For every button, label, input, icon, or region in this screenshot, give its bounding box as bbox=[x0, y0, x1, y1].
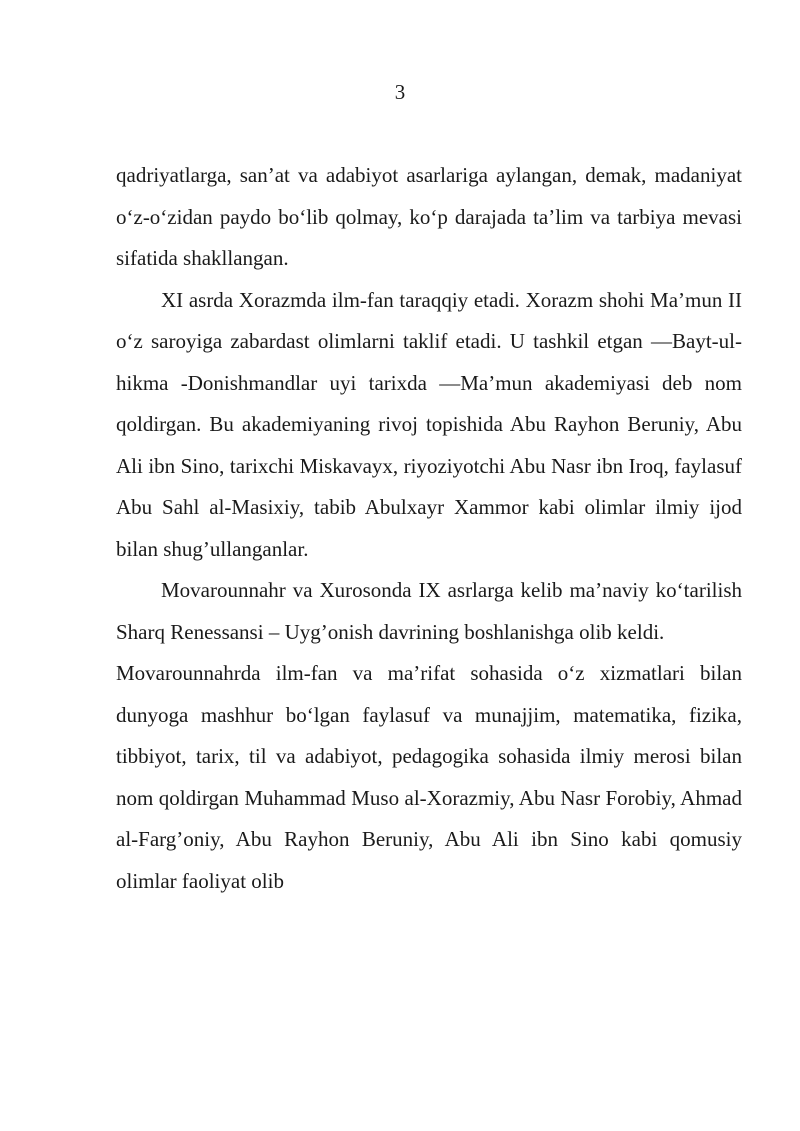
paragraph-scholars: Movarounnahrda ilm-fan va ma’rifat sohasida o‘z xizmatlari bilan dunyoga mashhur bo‘lgan faylasuf va munajjim, matematika, fizika, tibbiyot, tarix, til va adabiyot, pedagogika sohasida ilmiy merosi bilan nom qoldirgan Muhammad Muso al-Xorazmiy, Abu Nasr Forobiy, Ahmad al-Farg’oniy, Abu Rayhon Beruniy, Abu Ali ibn Sino kabi qomusiy olimlar faoliyat olib bbox=[116, 661, 742, 893]
paragraph-xorazm-academy: XI asrda Xorazmda ilm-fan taraqqiy etadi. Xorazm shohi Ma’mun II o‘z saroyiga zabardast olimlarni taklif etadi. U tashkil etgan ―Bayt-ul-hikma -Donishmandlar uyi tarixda ―Ma’mun akademiyasi deb nom qoldirgan. Bu akademiyaning rivoj topishida Abu Rayhon Beruniy, Abu Ali ibn Sino, tarixchi Miskavayx, riyoziyotchi Abu Nasr ibn Iroq, faylasuf Abu Sahl al-Masixiy, tabib Abulxayr Xammor kabi olimlar ilmiy ijod bilan shug’ullanganlar. bbox=[116, 287, 742, 561]
page-number: 3 bbox=[394, 80, 406, 104]
paragraph-continuation: qadriyatlarga, san’at va adabiyot asarlariga aylangan, demak, madaniyat o‘z-o‘zidan paydo bo‘lib qolmay, ko‘p darajada ta’lim va tarbiya mevasi sifatida shakllangan. bbox=[116, 163, 742, 270]
document-body bbox=[116, 155, 742, 902]
paragraph-renaissance: Movarounnahr va Xurosonda IX asrlarga kelib ma’naviy ko‘tarilish Sharq Renessansi – Uyg’onish davrining boshlanishga olib keldi. bbox=[116, 578, 742, 644]
